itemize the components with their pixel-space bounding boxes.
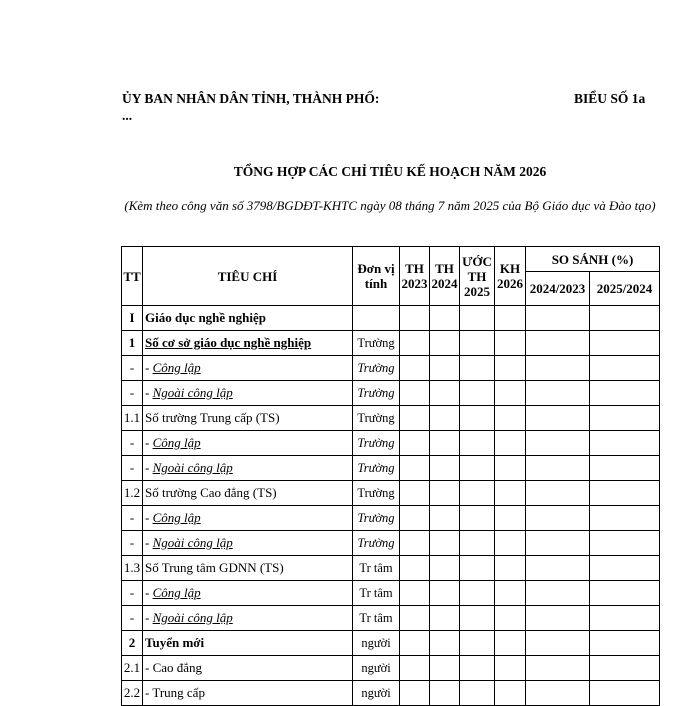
value-cell <box>526 631 590 656</box>
header-uoc2025: ƯỚC TH 2025 <box>460 247 495 306</box>
value-cell <box>590 556 660 581</box>
value-cell <box>526 406 590 431</box>
header-cmp-2025-2024: 2025/2024 <box>590 272 660 306</box>
value-cell <box>526 531 590 556</box>
header-th2024: TH 2024 <box>430 247 460 306</box>
value-cell <box>400 631 430 656</box>
value-cell <box>460 381 495 406</box>
value-cell <box>590 306 660 331</box>
row-number: 1.3 <box>122 556 143 581</box>
table-row <box>122 531 660 556</box>
value-cell <box>460 681 495 706</box>
value-cell <box>400 381 430 406</box>
table-row <box>122 406 660 431</box>
value-cell <box>460 606 495 631</box>
criteria-label: Công lập <box>152 360 201 375</box>
table-row <box>122 381 660 406</box>
criteria-table <box>121 246 660 706</box>
value-cell <box>400 681 430 706</box>
criteria-cell <box>143 631 353 656</box>
table-row <box>122 331 660 356</box>
value-cell <box>430 656 460 681</box>
table-row <box>122 556 660 581</box>
value-cell <box>590 356 660 381</box>
value-cell <box>460 531 495 556</box>
header-kh2026: KH 2026 <box>495 247 526 306</box>
value-cell <box>460 431 495 456</box>
table-row <box>122 356 660 381</box>
unit-cell: Trường <box>353 431 400 456</box>
value-cell <box>526 606 590 631</box>
value-cell <box>526 381 590 406</box>
unit-cell: Tr tâm <box>353 556 400 581</box>
criteria-label: Số Trung tâm GDNN (TS) <box>145 560 284 575</box>
value-cell <box>460 456 495 481</box>
value-cell <box>590 606 660 631</box>
criteria-cell <box>143 681 353 706</box>
criteria-label: Số trường Cao đẳng (TS) <box>145 485 277 500</box>
value-cell <box>460 656 495 681</box>
value-cell <box>495 556 526 581</box>
criteria-cell <box>143 306 353 331</box>
criteria-label: Giáo dục nghề nghiệp <box>145 310 267 325</box>
row-number: - <box>122 531 143 556</box>
value-cell <box>526 331 590 356</box>
value-cell <box>430 531 460 556</box>
row-number: - <box>122 506 143 531</box>
value-cell <box>590 506 660 531</box>
value-cell <box>400 656 430 681</box>
value-cell <box>400 431 430 456</box>
criteria-label: Ngoài công lập <box>152 385 233 400</box>
value-cell <box>495 456 526 481</box>
value-cell <box>495 656 526 681</box>
criteria-label: Công lập <box>152 510 201 525</box>
value-cell <box>590 531 660 556</box>
value-cell <box>430 631 460 656</box>
row-number: - <box>122 456 143 481</box>
value-cell <box>460 481 495 506</box>
criteria-cell <box>143 656 353 681</box>
value-cell <box>590 681 660 706</box>
criteria-label: Ngoài công lập <box>152 535 233 550</box>
value-cell <box>495 356 526 381</box>
value-cell <box>495 381 526 406</box>
value-cell <box>495 606 526 631</box>
value-cell <box>400 506 430 531</box>
row-number: - <box>122 356 143 381</box>
value-cell <box>430 481 460 506</box>
unit-cell: Trường <box>353 406 400 431</box>
unit-cell: người <box>353 681 400 706</box>
value-cell <box>430 681 460 706</box>
value-cell <box>590 656 660 681</box>
criteria-cell: - Công lập <box>143 581 353 606</box>
value-cell <box>460 406 495 431</box>
value-cell <box>430 506 460 531</box>
form-number: BIỂU SỐ 1a <box>574 91 646 106</box>
value-cell <box>400 556 430 581</box>
value-cell <box>430 456 460 481</box>
value-cell <box>460 356 495 381</box>
criteria-label: Tuyển mới <box>145 635 205 650</box>
table-row <box>122 631 660 656</box>
criteria-cell: - Công lập <box>143 431 353 456</box>
value-cell <box>400 331 430 356</box>
value-cell <box>400 306 430 331</box>
value-cell <box>526 656 590 681</box>
unit-cell: người <box>353 631 400 656</box>
table-row <box>122 656 660 681</box>
unit-cell: Trường <box>353 331 400 356</box>
value-cell <box>526 431 590 456</box>
criteria-cell <box>143 331 353 356</box>
value-cell <box>590 631 660 656</box>
criteria-label: - Trung cấp <box>145 685 205 700</box>
criteria-cell: - Ngoài công lập <box>143 531 353 556</box>
table-row <box>122 606 660 631</box>
value-cell <box>495 531 526 556</box>
table-row <box>122 481 660 506</box>
value-cell <box>460 581 495 606</box>
value-cell <box>526 581 590 606</box>
row-number: - <box>122 381 143 406</box>
unit-cell <box>353 306 400 331</box>
value-cell <box>495 631 526 656</box>
criteria-label: Công lập <box>152 435 201 450</box>
value-cell <box>590 331 660 356</box>
value-cell <box>460 506 495 531</box>
value-cell <box>526 306 590 331</box>
value-cell <box>526 556 590 581</box>
criteria-cell: - Công lập <box>143 506 353 531</box>
value-cell <box>400 356 430 381</box>
value-cell <box>430 581 460 606</box>
value-cell <box>495 331 526 356</box>
value-cell <box>495 406 526 431</box>
value-cell <box>430 356 460 381</box>
issuing-authority: ỦY BAN NHÂN DÂN TỈNH, THÀNH PHỐ: ... <box>122 91 380 123</box>
value-cell <box>495 431 526 456</box>
criteria-cell <box>143 481 353 506</box>
value-cell <box>460 556 495 581</box>
value-cell <box>430 556 460 581</box>
row-number: 2 <box>122 631 143 656</box>
value-cell <box>590 431 660 456</box>
table-row <box>122 456 660 481</box>
table-row <box>122 506 660 531</box>
document-subtitle: (Kèm theo công văn số 3798/BGDĐT-KHTC ngày 08 tháng 7 năm 2025 của Bộ Giáo dục và Đào tạo) <box>124 198 656 213</box>
unit-cell: Trường <box>353 381 400 406</box>
table-row <box>122 306 660 331</box>
value-cell <box>400 531 430 556</box>
value-cell <box>590 381 660 406</box>
value-cell <box>495 481 526 506</box>
value-cell <box>460 631 495 656</box>
table-body <box>122 306 660 706</box>
criteria-label: Công lập <box>152 585 201 600</box>
criteria-cell: - Ngoài công lập <box>143 456 353 481</box>
value-cell <box>400 481 430 506</box>
value-cell <box>430 406 460 431</box>
value-cell <box>400 456 430 481</box>
header-unit: Đơn vị tính <box>353 247 400 306</box>
unit-cell: Tr tâm <box>353 581 400 606</box>
criteria-cell <box>143 556 353 581</box>
header-th2023: TH 2023 <box>400 247 430 306</box>
value-cell <box>430 306 460 331</box>
criteria-label: Số cơ sở giáo dục nghề nghiệp <box>145 335 312 350</box>
value-cell <box>526 506 590 531</box>
header-criteria: TIÊU CHÍ <box>143 247 353 306</box>
value-cell <box>526 481 590 506</box>
value-cell <box>495 506 526 531</box>
row-number: 1 <box>122 331 143 356</box>
value-cell <box>495 581 526 606</box>
value-cell <box>590 456 660 481</box>
document-title: TỔNG HỢP CÁC CHỈ TIÊU KẾ HOẠCH NĂM 2026 <box>233 164 547 179</box>
row-number: - <box>122 431 143 456</box>
criteria-cell: - Công lập <box>143 356 353 381</box>
row-number: - <box>122 606 143 631</box>
value-cell <box>430 431 460 456</box>
value-cell <box>526 356 590 381</box>
value-cell <box>590 581 660 606</box>
value-cell <box>400 406 430 431</box>
row-number: I <box>122 306 143 331</box>
row-number: 2.1 <box>122 656 143 681</box>
table-row <box>122 581 660 606</box>
criteria-label: Ngoài công lập <box>152 610 233 625</box>
value-cell <box>495 306 526 331</box>
value-cell <box>400 606 430 631</box>
criteria-label: Ngoài công lập <box>152 460 233 475</box>
row-number: 1.1 <box>122 406 143 431</box>
criteria-cell: - Ngoài công lập <box>143 381 353 406</box>
criteria-label: Số trường Trung cấp (TS) <box>145 410 280 425</box>
unit-cell: người <box>353 656 400 681</box>
unit-cell: Trường <box>353 456 400 481</box>
criteria-cell <box>143 406 353 431</box>
value-cell <box>430 606 460 631</box>
table-row <box>122 681 660 706</box>
value-cell <box>526 681 590 706</box>
criteria-label: - Cao đẳng <box>145 660 203 675</box>
value-cell <box>590 406 660 431</box>
unit-cell: Trường <box>353 481 400 506</box>
unit-cell: Trường <box>353 531 400 556</box>
header-cmp-2024-2023: 2024/2023 <box>526 272 590 306</box>
header-compare: SO SÁNH (%) <box>526 247 660 272</box>
value-cell <box>430 381 460 406</box>
value-cell <box>495 681 526 706</box>
value-cell <box>460 306 495 331</box>
unit-cell: Trường <box>353 506 400 531</box>
value-cell <box>590 481 660 506</box>
value-cell <box>526 456 590 481</box>
unit-cell: Trường <box>353 356 400 381</box>
unit-cell: Tr tâm <box>353 606 400 631</box>
table-row <box>122 431 660 456</box>
criteria-cell: - Ngoài công lập <box>143 606 353 631</box>
header-tt: TT <box>122 247 143 306</box>
row-number: - <box>122 581 143 606</box>
value-cell <box>460 331 495 356</box>
row-number: 2.2 <box>122 681 143 706</box>
row-number: 1.2 <box>122 481 143 506</box>
value-cell <box>430 331 460 356</box>
value-cell <box>400 581 430 606</box>
